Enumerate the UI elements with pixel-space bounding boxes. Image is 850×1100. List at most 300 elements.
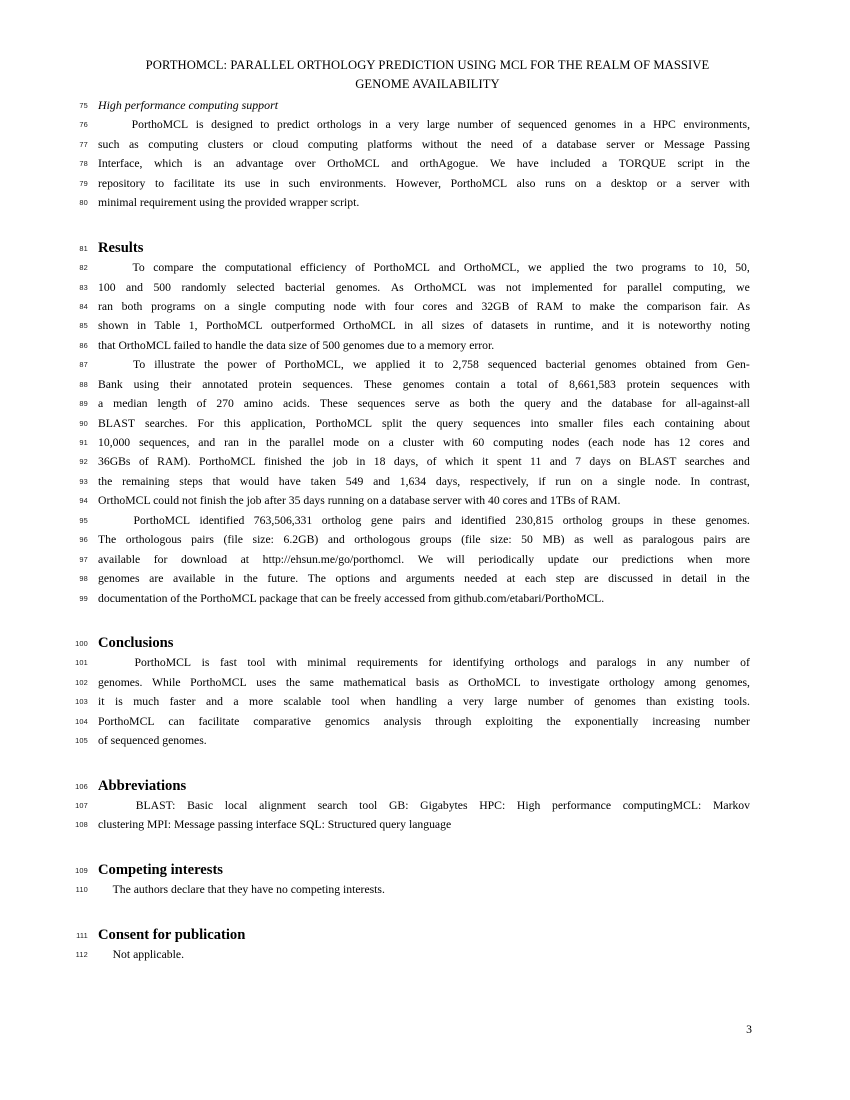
word: a: [224, 299, 230, 313]
word: OrthoMCL: [468, 675, 521, 689]
word: shown: [98, 319, 129, 333]
word: of: [522, 137, 533, 151]
word: with: [364, 299, 386, 313]
paragraph-line: [98, 316, 750, 335]
text-line: [0, 569, 850, 588]
word: 12: [678, 436, 691, 449]
word: in: [653, 513, 663, 527]
word: of: [518, 299, 528, 313]
word: amino: [243, 397, 273, 411]
word: 100: [98, 280, 116, 294]
word: as: [128, 137, 139, 151]
word: the: [735, 572, 750, 586]
word: PorthoMCL: [133, 513, 190, 527]
word: and: [569, 656, 587, 670]
word: the: [546, 714, 561, 728]
word: database: [611, 397, 653, 411]
line-number: 111: [76, 930, 88, 940]
word: applied: [550, 261, 585, 275]
word: more: [725, 552, 750, 566]
word: contrast,: [709, 474, 750, 488]
text-line: [0, 550, 850, 569]
word: and: [206, 695, 223, 709]
word: PorthoMCL: [134, 656, 192, 670]
word: a: [676, 176, 682, 190]
running-title-line1: PORTHOMCL: PARALLEL ORTHOLOGY PREDICTION USING MCL FOR THE REALM OF MASSIVE: [145, 58, 710, 72]
word: genomes: [594, 695, 636, 709]
blank-line: [0, 835, 850, 845]
word: ran: [224, 436, 240, 449]
word: from: [694, 358, 718, 372]
word: very: [398, 118, 420, 132]
word: of: [355, 261, 365, 275]
paragraph-line: [98, 452, 750, 471]
line-number: 88: [79, 379, 88, 389]
word: sequenced: [518, 118, 567, 132]
line-number: 78: [79, 159, 88, 169]
word: 18: [373, 455, 386, 469]
word: large: [426, 118, 450, 132]
word: ran: [98, 299, 113, 313]
text-line: [0, 154, 850, 173]
word: database: [556, 137, 597, 151]
word: PorthoMCL: [131, 118, 189, 132]
word: on: [368, 436, 380, 449]
word: PorthoMCL: [98, 714, 155, 728]
word: orthAgogue.: [419, 157, 479, 171]
word: much: [133, 695, 160, 709]
word: and: [560, 397, 578, 411]
word: or: [644, 137, 655, 151]
line-number: 106: [75, 781, 88, 791]
word: selected: [236, 280, 275, 294]
word: clusters: [207, 137, 244, 151]
word: OrthoMCL,: [463, 261, 520, 275]
word: 230,815: [515, 513, 554, 527]
word: searches: [684, 455, 725, 469]
word: Interface,: [98, 157, 143, 171]
word: on: [580, 474, 593, 488]
text-line: [0, 815, 850, 834]
word: 50: [521, 533, 533, 547]
word: at: [240, 552, 250, 566]
word: increasing: [652, 714, 701, 728]
word: available: [173, 572, 216, 586]
word: These: [363, 377, 392, 391]
section-heading: Competing interests: [98, 861, 223, 878]
section-heading: Consent for publication: [98, 926, 246, 943]
word: programs: [641, 261, 686, 275]
word: However,: [395, 176, 442, 190]
word: in: [368, 118, 378, 132]
paragraph-line: [98, 174, 750, 193]
word: total: [516, 377, 538, 391]
word: In: [690, 474, 701, 488]
word: at: [506, 572, 516, 586]
text-line: [0, 115, 850, 134]
word: through: [435, 714, 472, 728]
word: size:: [490, 533, 512, 547]
word: To: [132, 261, 145, 275]
paragraph-line: documentation of the PorthoMCL package that can be freely accessed from github.com/etabari/PorthoMCL.: [98, 591, 605, 605]
word: steps: [179, 474, 203, 488]
word: when: [687, 552, 713, 566]
word: As: [390, 280, 404, 294]
word: very: [463, 695, 484, 709]
paragraph-line: [98, 511, 750, 530]
word: are: [584, 572, 599, 586]
paragraph-line: minimal requirement using the provided wrapper script.: [98, 196, 360, 210]
line-number: 80: [79, 198, 88, 208]
word: a: [500, 377, 506, 391]
word: to: [434, 358, 444, 372]
word: repository: [98, 176, 146, 190]
section-heading: Conclusions: [98, 634, 174, 651]
word: designed: [211, 118, 253, 132]
word: sequences,: [139, 436, 190, 449]
paragraph-line: [98, 414, 750, 433]
word: containing: [664, 416, 714, 430]
word: will: [446, 552, 465, 566]
word: 1,634: [399, 474, 427, 488]
paragraph-line: [98, 530, 750, 549]
word: 32GB: [481, 299, 510, 313]
word: computational: [224, 261, 292, 275]
word: using: [133, 377, 159, 391]
word: genomes.: [705, 513, 750, 527]
page-number: 3: [746, 1023, 752, 1036]
word: a: [385, 118, 391, 132]
word: and: [373, 474, 390, 488]
word: BLAST: [639, 455, 677, 469]
word: 8,661,583: [569, 377, 616, 391]
word: searches.: [145, 416, 188, 430]
text-line: [0, 193, 850, 212]
paragraph-line: [98, 673, 750, 692]
word: and: [391, 157, 409, 171]
word: server: [606, 137, 635, 151]
word: OrthoMCL: [343, 319, 396, 333]
text-line: [0, 530, 850, 549]
paragraph-line: [98, 258, 750, 277]
word: fair.: [709, 299, 729, 313]
word: a: [541, 137, 547, 151]
word: in: [536, 319, 546, 333]
word: mode: [333, 436, 360, 449]
word: our: [592, 552, 609, 566]
word: single: [238, 299, 267, 313]
word: orthologs: [317, 118, 362, 132]
word: and: [198, 436, 216, 449]
word: size:: [252, 533, 274, 547]
word: orthologous: [354, 533, 411, 547]
line-number: 87: [79, 360, 88, 370]
line-number: 93: [79, 476, 88, 486]
word: computing: [307, 137, 358, 151]
word: ortholog: [562, 513, 603, 527]
word: such: [98, 137, 120, 151]
word: of: [265, 358, 276, 372]
word: on: [574, 176, 587, 190]
text-line: [0, 861, 850, 880]
word: PorthoMCL: [450, 176, 508, 190]
word: of: [138, 455, 149, 469]
text-line: [0, 135, 850, 154]
word: applied: [375, 358, 410, 372]
word: we: [527, 261, 542, 275]
word: application,: [250, 416, 306, 430]
paragraph-indent: [98, 258, 124, 277]
word: a: [602, 157, 608, 171]
word: TORQUE: [618, 157, 666, 171]
word: node.: [654, 474, 681, 488]
word: is: [114, 695, 123, 709]
word: genomes.: [98, 675, 143, 689]
word: cluster: [402, 436, 434, 449]
word: and: [601, 319, 619, 333]
word: orthology: [609, 675, 655, 689]
word: scalable: [283, 695, 322, 709]
word: local: [224, 799, 248, 812]
line-number: 89: [79, 399, 88, 409]
word: sequences: [670, 377, 719, 391]
word: we: [352, 358, 367, 372]
word: HPC:: [479, 799, 506, 812]
word: datasets: [491, 319, 529, 333]
body-column: [0, 96, 850, 965]
word: as: [448, 675, 459, 689]
text-line: [0, 589, 850, 608]
word: a: [447, 695, 453, 709]
word: of: [740, 656, 750, 670]
blank-line: [0, 751, 850, 761]
word: this: [223, 416, 241, 430]
word: which: [444, 455, 474, 469]
paragraph-line: [98, 375, 750, 394]
word: of: [548, 377, 559, 391]
word: single: [617, 474, 646, 488]
word: 36GBs: [98, 455, 131, 469]
word: Gigabytes: [420, 799, 468, 812]
word: as: [574, 533, 584, 547]
word: its: [224, 176, 236, 190]
word: on: [619, 455, 631, 469]
word: serve: [414, 397, 440, 411]
word: for: [153, 552, 168, 566]
word: also: [516, 176, 536, 190]
line-number: 108: [75, 820, 88, 830]
word: of: [574, 695, 584, 709]
word: days: [589, 455, 611, 469]
word: a: [98, 397, 104, 411]
word: handling: [396, 695, 437, 709]
text-line: [0, 692, 850, 711]
word: genomes,: [705, 675, 750, 689]
word: Bank: [98, 377, 123, 391]
word: for: [428, 656, 443, 670]
word: in: [623, 118, 633, 132]
word: 2,758: [452, 358, 479, 372]
word: runs: [545, 176, 566, 190]
paragraph-line: [98, 433, 750, 452]
word: existing: [676, 695, 714, 709]
word: facilitate: [173, 176, 215, 190]
line-number: 100: [75, 638, 88, 648]
blank-line: [0, 213, 850, 223]
word: on: [203, 299, 216, 313]
word: number: [714, 714, 750, 728]
word: in: [247, 436, 258, 449]
word: files: [603, 416, 624, 430]
word: number: [527, 695, 564, 709]
text-line: [0, 926, 850, 945]
word: paralogous: [642, 533, 694, 547]
word: computing,: [672, 280, 726, 294]
subsection-heading: High performance computing support: [98, 98, 278, 112]
paragraph-line: [98, 796, 750, 815]
word: among: [664, 675, 696, 689]
line-number: 107: [75, 801, 88, 810]
word: RAM: [536, 299, 564, 313]
word: basis: [415, 675, 440, 689]
word: the: [285, 675, 301, 689]
word: MB): [542, 533, 565, 547]
word: arguments: [406, 572, 455, 586]
word: a: [596, 176, 602, 190]
text-line: [0, 297, 850, 316]
word: We: [417, 552, 434, 566]
line-number: 92: [79, 457, 88, 467]
word: comparison: [646, 299, 702, 313]
word: parallel: [289, 436, 325, 449]
word: power: [227, 358, 257, 372]
word: for: [661, 397, 676, 411]
word: number: [693, 656, 730, 670]
word: 1,: [188, 319, 198, 333]
word: computing: [274, 299, 325, 313]
word: all: [421, 319, 434, 333]
word: median: [113, 397, 148, 411]
word: RAM).: [157, 455, 191, 469]
word: that: [212, 474, 230, 488]
word: the: [587, 397, 602, 411]
word: facilitate: [198, 714, 240, 728]
line-number: 83: [79, 282, 88, 292]
paragraph-line: [98, 278, 750, 297]
word: in: [716, 572, 726, 586]
word: and: [438, 261, 456, 275]
word: HPC: [653, 118, 676, 132]
text-line: [0, 796, 850, 815]
line-number: 99: [79, 593, 88, 603]
paragraph-line: [98, 550, 750, 569]
word: with: [276, 656, 297, 670]
paragraph-line: [98, 355, 750, 374]
word: obtained: [645, 358, 686, 372]
word: large: [494, 695, 518, 709]
word: contain: [455, 377, 490, 391]
word: We: [489, 157, 506, 171]
section-heading: Results: [98, 239, 144, 256]
blank-line: [0, 608, 850, 618]
word: pairs: [191, 533, 214, 547]
word: over: [294, 157, 316, 171]
word: without: [421, 137, 458, 151]
word: sequences: [357, 397, 406, 411]
word: Markov: [712, 799, 750, 812]
word: identified: [461, 513, 506, 527]
word: ortholog: [321, 513, 362, 527]
word: Message: [663, 137, 705, 151]
word: in: [356, 455, 366, 469]
text-line: [0, 174, 850, 193]
word: in: [224, 572, 234, 586]
line-number: 94: [79, 496, 88, 506]
line-number: 97: [79, 554, 88, 564]
word: server: [690, 176, 720, 190]
word: would: [239, 474, 269, 488]
paragraph-indent: [98, 653, 124, 672]
line-number: 112: [75, 950, 88, 960]
word: of: [472, 319, 483, 333]
word: taken: [310, 474, 336, 488]
word: of: [196, 397, 207, 411]
line-number: 84: [79, 301, 88, 311]
word: to: [694, 261, 704, 275]
word: alignment: [259, 799, 306, 812]
word: options: [335, 572, 370, 586]
word: and: [379, 572, 397, 586]
word: Gen-: [726, 358, 750, 372]
paragraph-line: [98, 135, 750, 154]
word: 7: [575, 455, 581, 469]
text-line: [0, 491, 850, 510]
word: of: [500, 118, 511, 132]
word: number: [457, 118, 494, 132]
section-heading: Abbreviations: [98, 777, 187, 794]
word: with: [442, 436, 464, 449]
word: noteworthy: [658, 319, 712, 333]
word: environments,: [683, 118, 750, 132]
text-line: [0, 278, 850, 297]
word: computing: [493, 436, 544, 449]
word: BLAST:: [135, 799, 176, 812]
word: cloud: [272, 137, 299, 151]
word: protein: [626, 377, 660, 391]
line-number: 109: [75, 865, 88, 875]
line-number: 81: [79, 243, 88, 253]
word: As: [737, 299, 750, 313]
text-line: [0, 258, 850, 277]
word: and: [455, 299, 473, 313]
word: and: [434, 513, 452, 527]
word: randomly: [181, 280, 227, 294]
word: with: [729, 176, 750, 190]
word: and: [732, 455, 750, 469]
word: PorthoMCL,: [284, 358, 344, 372]
line-number: 76: [79, 120, 88, 130]
word: a: [602, 474, 608, 488]
word: four: [394, 299, 414, 313]
text-line: [0, 336, 850, 355]
word: have: [516, 157, 539, 171]
word: (file: [461, 533, 481, 547]
word: desktop: [610, 176, 648, 190]
word: a: [388, 436, 394, 449]
word: split: [382, 416, 403, 430]
word: days,: [435, 474, 461, 488]
word: tool: [359, 799, 378, 812]
